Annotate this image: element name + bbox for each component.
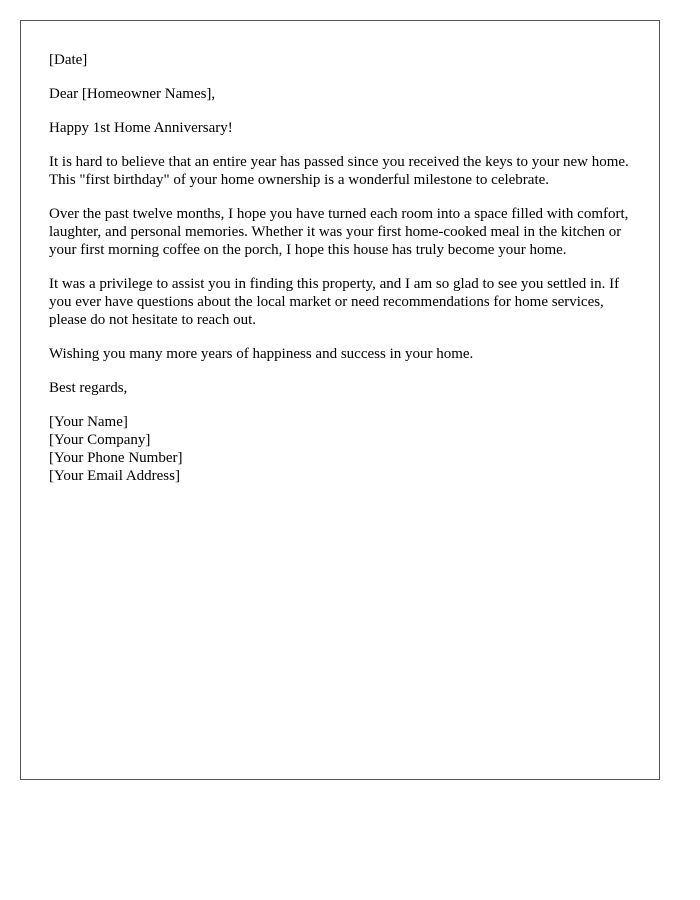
letter-paragraph: Over the past twelve months, I hope you have turned each room into a space filled with comfort, laughter, and personal memories. Whether it was your first home-cooked meal in the kitchen or your first morning coffee on the porch, I hope this house has truly become your home. — [49, 206, 629, 258]
letter-salutation: Dear [Homeowner Names], — [49, 86, 216, 102]
letter-greeting: Happy 1st Home Anniversary! — [49, 120, 233, 136]
signature-email: [Your Email Address] — [49, 468, 180, 484]
letter-paragraph: It was a privilege to assist you in finding this property, and I am so glad to see you settled in. If you ever have questions about the local market or need recommendations for home services, please do not hesitate to reach out. — [49, 276, 620, 328]
letter-date: [Date] — [49, 52, 88, 68]
letter-closing: Best regards, — [49, 380, 128, 396]
letter-paragraph: Wishing you many more years of happiness and success in your home. — [49, 346, 474, 362]
letter-paragraph: It is hard to believe that an entire year has passed since you received the keys to your new home. This "first birthday" of your home ownership is a wonderful milestone to celebrate. — [49, 154, 629, 188]
letter-body — [49, 51, 639, 485]
signature-name: [Your Name] — [49, 414, 128, 430]
signature-phone: [Your Phone Number] — [49, 450, 183, 466]
signature-company: [Your Company] — [49, 432, 151, 448]
signature-block — [49, 413, 639, 485]
letter-page — [20, 20, 660, 780]
